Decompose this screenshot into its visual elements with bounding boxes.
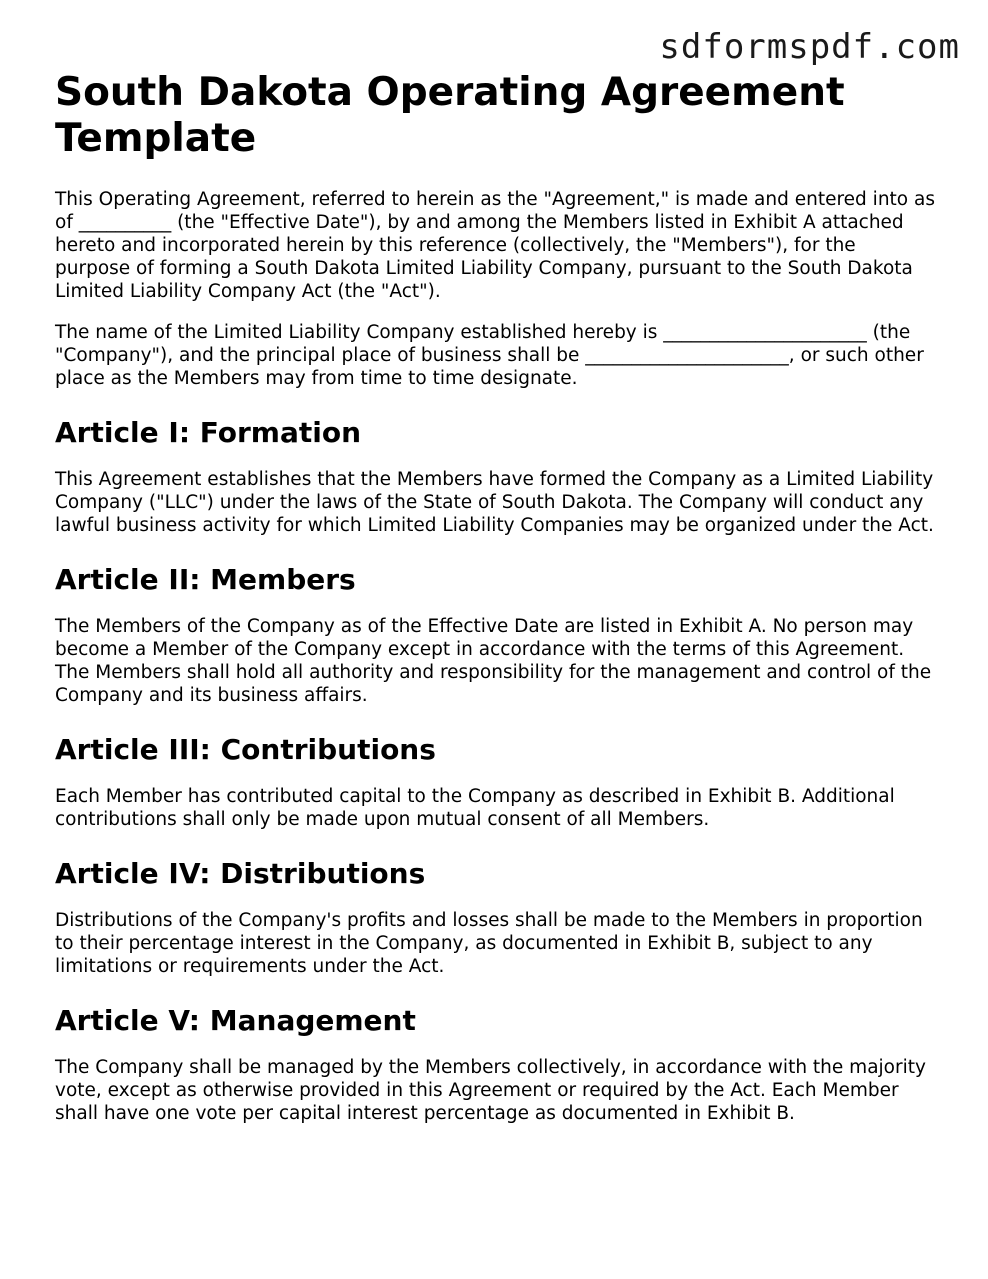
article-body: The Members of the Company as of the Effective Date are listed in Exhibit A. No person may become a Member of the Company except in accordance with the terms of this Agreement. The Members shall hold all authority and responsibility for the management and control of the Company and its business affairs.	[55, 616, 932, 706]
document-body	[55, 70, 935, 1143]
article-body: This Agreement establishes that the Members have formed the Company as a Limited Liability Company ("LLC") under the laws of the State of South Dakota. The Company will conduct any lawful business activity for which Limited Liability Companies may be organized under the Act.	[55, 469, 934, 536]
article-heading: Article IV: Distributions	[55, 857, 426, 890]
article-members	[55, 563, 935, 707]
intro-paragraph-1: This Operating Agreement, referred to herein as the "Agreement," is made and entered into as of __________ (the "Effective Date"), by and among the Members listed in Exhibit A attached hereto and incorporated herein by this reference (collectively, the "Members"), for the purpose of forming a South Dakota Limited Liability Company, pursuant to the South Dakota Limited Liability Company Act (the "Act").	[55, 189, 935, 302]
document-title: South Dakota Operating Agreement Template	[55, 70, 845, 161]
article-heading: Article II: Members	[55, 563, 356, 596]
intro-paragraph-2: The name of the Limited Liability Company established hereby is ______________________ (the "Company"), and the principal place of business shall be ______________________, or such other place as the Members may from time to time designate.	[55, 322, 924, 389]
article-body: Each Member has contributed capital to the Company as described in Exhibit B. Additional contributions shall only be made upon mutual consent of all Members.	[55, 786, 895, 830]
site-watermark: sdformspdf.com	[659, 27, 960, 67]
article-heading: Article I: Formation	[55, 416, 362, 449]
article-formation	[55, 416, 935, 537]
article-contributions	[55, 733, 935, 831]
article-body: The Company shall be managed by the Members collectively, in accordance with the majority vote, except as otherwise provided in this Agreement or required by the Act. Each Member shall have one vote per capital interest percentage as documented in Exhibit B.	[55, 1057, 926, 1124]
article-management	[55, 1004, 935, 1125]
article-body: Distributions of the Company's profits and losses shall be made to the Members in proportion to their percentage interest in the Company, as documented in Exhibit B, subject to any limitations or requirements under the Act.	[55, 910, 923, 977]
article-heading: Article V: Management	[55, 1004, 416, 1037]
article-distributions	[55, 857, 935, 978]
article-heading: Article III: Contributions	[55, 733, 436, 766]
